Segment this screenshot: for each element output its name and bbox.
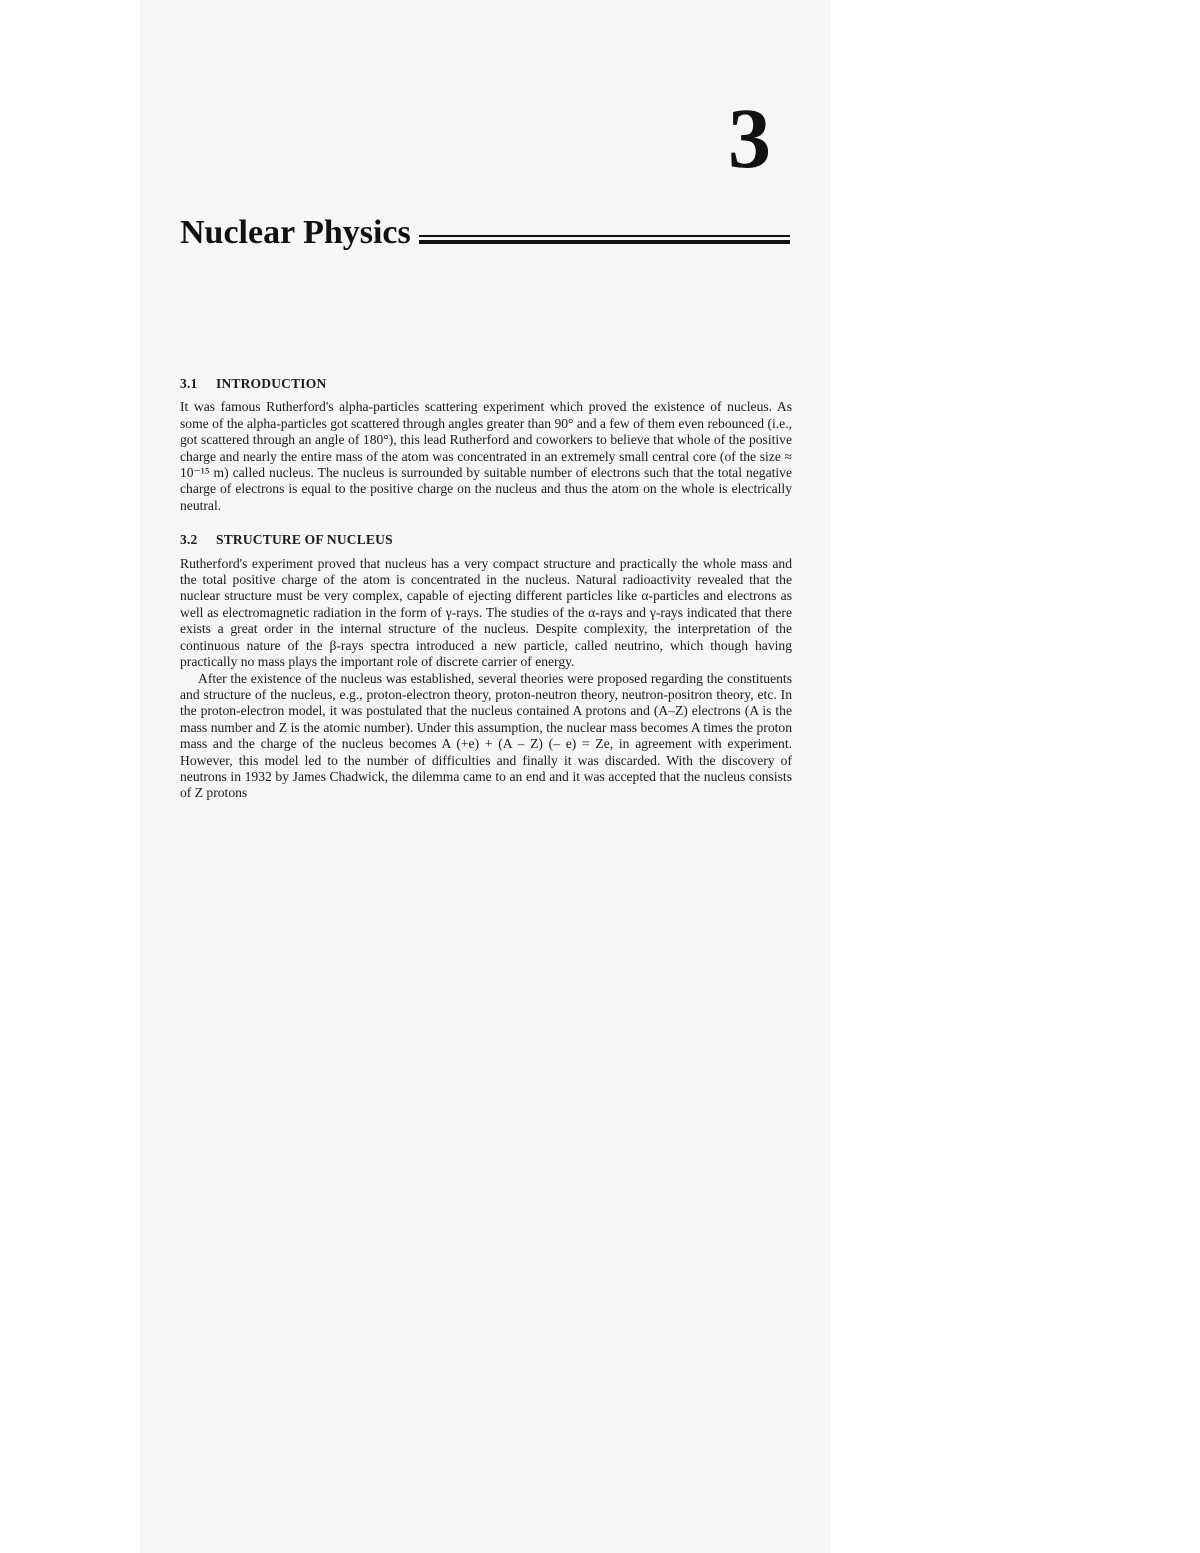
section-number: 3.2: [180, 532, 198, 548]
chapter-number: 3: [728, 90, 771, 186]
paragraph: It was famous Rutherford's alpha-particles scattering experiment which proved the existence of nucleus. As some of the alpha-particles got scattered through angles greater than 90° and a few of them even rebounced (i.e., got scattered through an angle of 180°), this lead Rutherford and coworkers to believe that whole of the positive charge and nearly the entire mass of the atom was concentrated in an extremely small central core (of the size ≈ 10⁻¹⁵ m) called nucleus. The nucleus is surrounded by suitable number of electrons such that the total negative charge of electrons is equal to the positive charge on the nucleus and thus the atom on the whole is electrically neutral.: [180, 399, 793, 513]
paragraph: After the existence of the nucleus was established, several theories were proposed regarding the constituents and structure of the nucleus, e.g., proton-electron theory, proton-neutron theory, neutron-positron theory, etc. In the proton-electron model, it was postulated that the nucleus contained A protons and (A–Z) electrons (A is the mass number and Z is the atomic number). Under this assumption, the nuclear mass becomes A times the proton mass and the charge of the nucleus becomes A (+e) + (A – Z) (– e) = Ze, in agreement with experiment. However, this model led to the number of difficulties and finally it was discarded. With the discovery of neutrons in 1932 by James Chadwick, the dilemma came to an end and it was accepted that the nucleus consists of Z protons: [180, 670, 792, 801]
paragraph: Rutherford's experiment proved that nucleus has a very compact structure and practically the whole mass and the total positive charge of the atom is concentrated in the nucleus. Natural radioactivity revealed that the nuclear structure must be very complex, capable of ejecting different particles like α-particles and electrons as well as electromagnetic radiation in the form of γ-rays. The studies of the α-rays and γ-rays indicated that there exists a great order in the internal structure of the nucleus. Despite complexity, the interpretation of the continuous nature of the β-rays spectra introduced a new particle, called neutrino, which though having practically no mass plays the important role of discrete carrier of energy.: [180, 555, 792, 670]
section-title: STRUCTURE OF NUCLEUS: [216, 532, 393, 548]
chapter-title: Nuclear Physics: [180, 214, 411, 251]
section-number: 3.1: [180, 376, 198, 391]
title-rule: [419, 235, 790, 244]
chapter-title-row: [180, 210, 790, 256]
section-gap: [180, 514, 792, 532]
chapter-body: [180, 376, 792, 802]
section-title: INTRODUCTION: [216, 376, 327, 391]
section-heading-structure-of-nucleus: [180, 532, 792, 548]
section-heading-introduction: [180, 376, 792, 392]
